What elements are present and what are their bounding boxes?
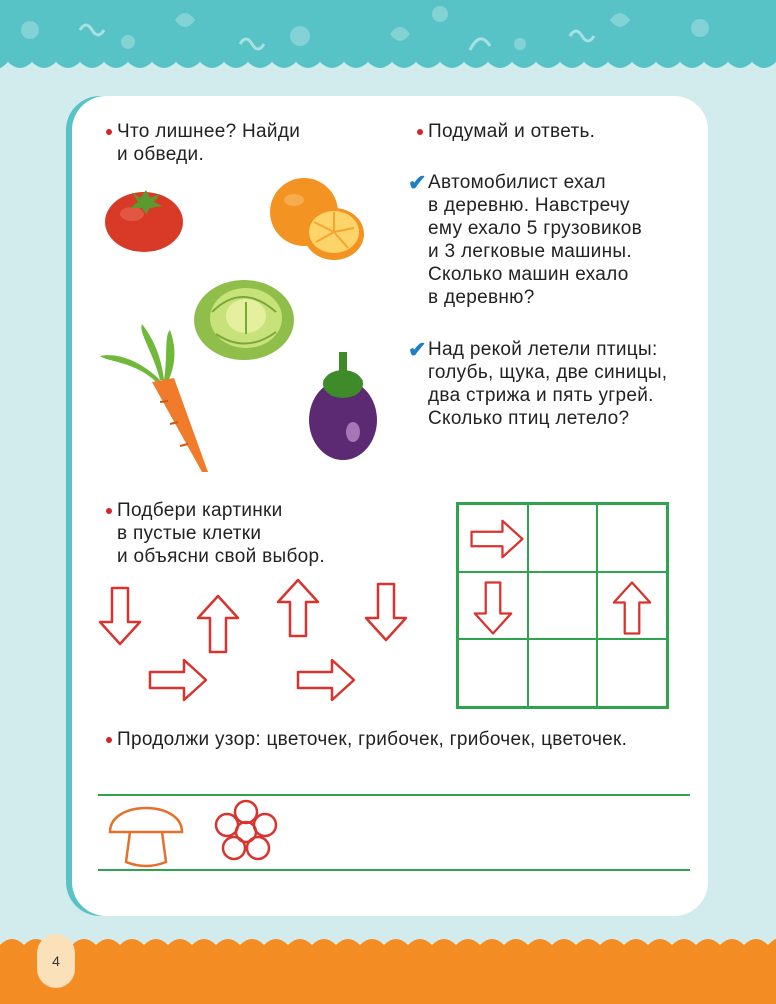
arrow-down-icon[interactable]	[98, 586, 142, 646]
bullet	[106, 737, 112, 743]
task-odd-one-out	[117, 120, 300, 166]
task-think	[428, 120, 595, 143]
tomato-picture[interactable]	[102, 178, 186, 254]
riddle-line: ему ехало 5 грузовиков	[428, 218, 642, 239]
riddle-birds	[428, 338, 667, 430]
task-text-line: Подбери картинки	[117, 500, 283, 521]
arrow-right-icon[interactable]	[296, 658, 356, 702]
carrot-picture[interactable]	[98, 322, 212, 474]
riddle-cars	[428, 171, 642, 309]
bullet	[417, 129, 423, 135]
riddle-line: Автомобилист ехал	[428, 172, 606, 193]
task-text-line: Продолжи узор: цветочек, грибочек, грибочек, цветочек.	[117, 729, 628, 750]
arrow-grid	[456, 502, 669, 709]
task-text-line: и обведи.	[117, 144, 205, 165]
grid-cell-empty[interactable]	[597, 639, 667, 707]
arrow-right-icon[interactable]	[148, 658, 208, 702]
arrow-right-icon	[469, 519, 525, 559]
arrow-up-icon[interactable]	[276, 578, 320, 638]
grid-cell-empty[interactable]	[528, 572, 598, 640]
grid-cell[interactable]	[458, 504, 528, 572]
checkmark-icon: ✔	[408, 337, 427, 362]
grid-cell-empty[interactable]	[458, 639, 528, 707]
orange-picture[interactable]	[268, 176, 366, 262]
riddle-line: и 3 легковые машины.	[428, 241, 632, 262]
top-decorative-band	[0, 0, 776, 78]
page-number: 4	[37, 934, 75, 988]
riddle-line: Сколько птиц летело?	[428, 408, 630, 429]
mushroom-icon	[110, 808, 182, 866]
grid-cell-empty[interactable]	[528, 504, 598, 572]
riddle-line: Над рекой летели птицы:	[428, 339, 658, 360]
task-pick-pictures	[117, 499, 325, 568]
arrow-down-icon[interactable]	[364, 582, 408, 642]
grid-cell-empty[interactable]	[528, 639, 598, 707]
grid-cell[interactable]	[597, 572, 667, 640]
flower-icon	[216, 801, 276, 859]
eggplant-picture[interactable]	[305, 350, 381, 462]
riddle-line: Сколько машин ехало	[428, 264, 629, 285]
task-pattern	[117, 728, 627, 751]
checkmark-icon: ✔	[408, 170, 427, 195]
grid-cell-empty[interactable]	[597, 504, 667, 572]
riddle-line: голубь, щука, две синицы,	[428, 362, 668, 383]
task-text-line: и объясни свой выбор.	[117, 546, 325, 567]
bottom-decorative-band	[0, 935, 776, 1004]
riddle-line: в деревню. Навстречу	[428, 195, 630, 216]
arrow-down-icon	[473, 580, 513, 636]
arrow-up-icon	[612, 580, 652, 636]
task-title: Подумай и ответь.	[428, 121, 596, 142]
riddle-line: в деревню?	[428, 287, 535, 308]
riddle-line: два стрижа и пять угрей.	[428, 385, 654, 406]
arrow-up-icon[interactable]	[196, 594, 240, 654]
bullet	[106, 129, 112, 135]
bullet	[106, 508, 112, 514]
grid-cell[interactable]	[458, 572, 528, 640]
pattern-drawing-area[interactable]	[96, 790, 692, 876]
task-text-line: в пустые клетки	[117, 523, 262, 544]
task-text-line: Что лишнее? Найди	[117, 121, 301, 142]
